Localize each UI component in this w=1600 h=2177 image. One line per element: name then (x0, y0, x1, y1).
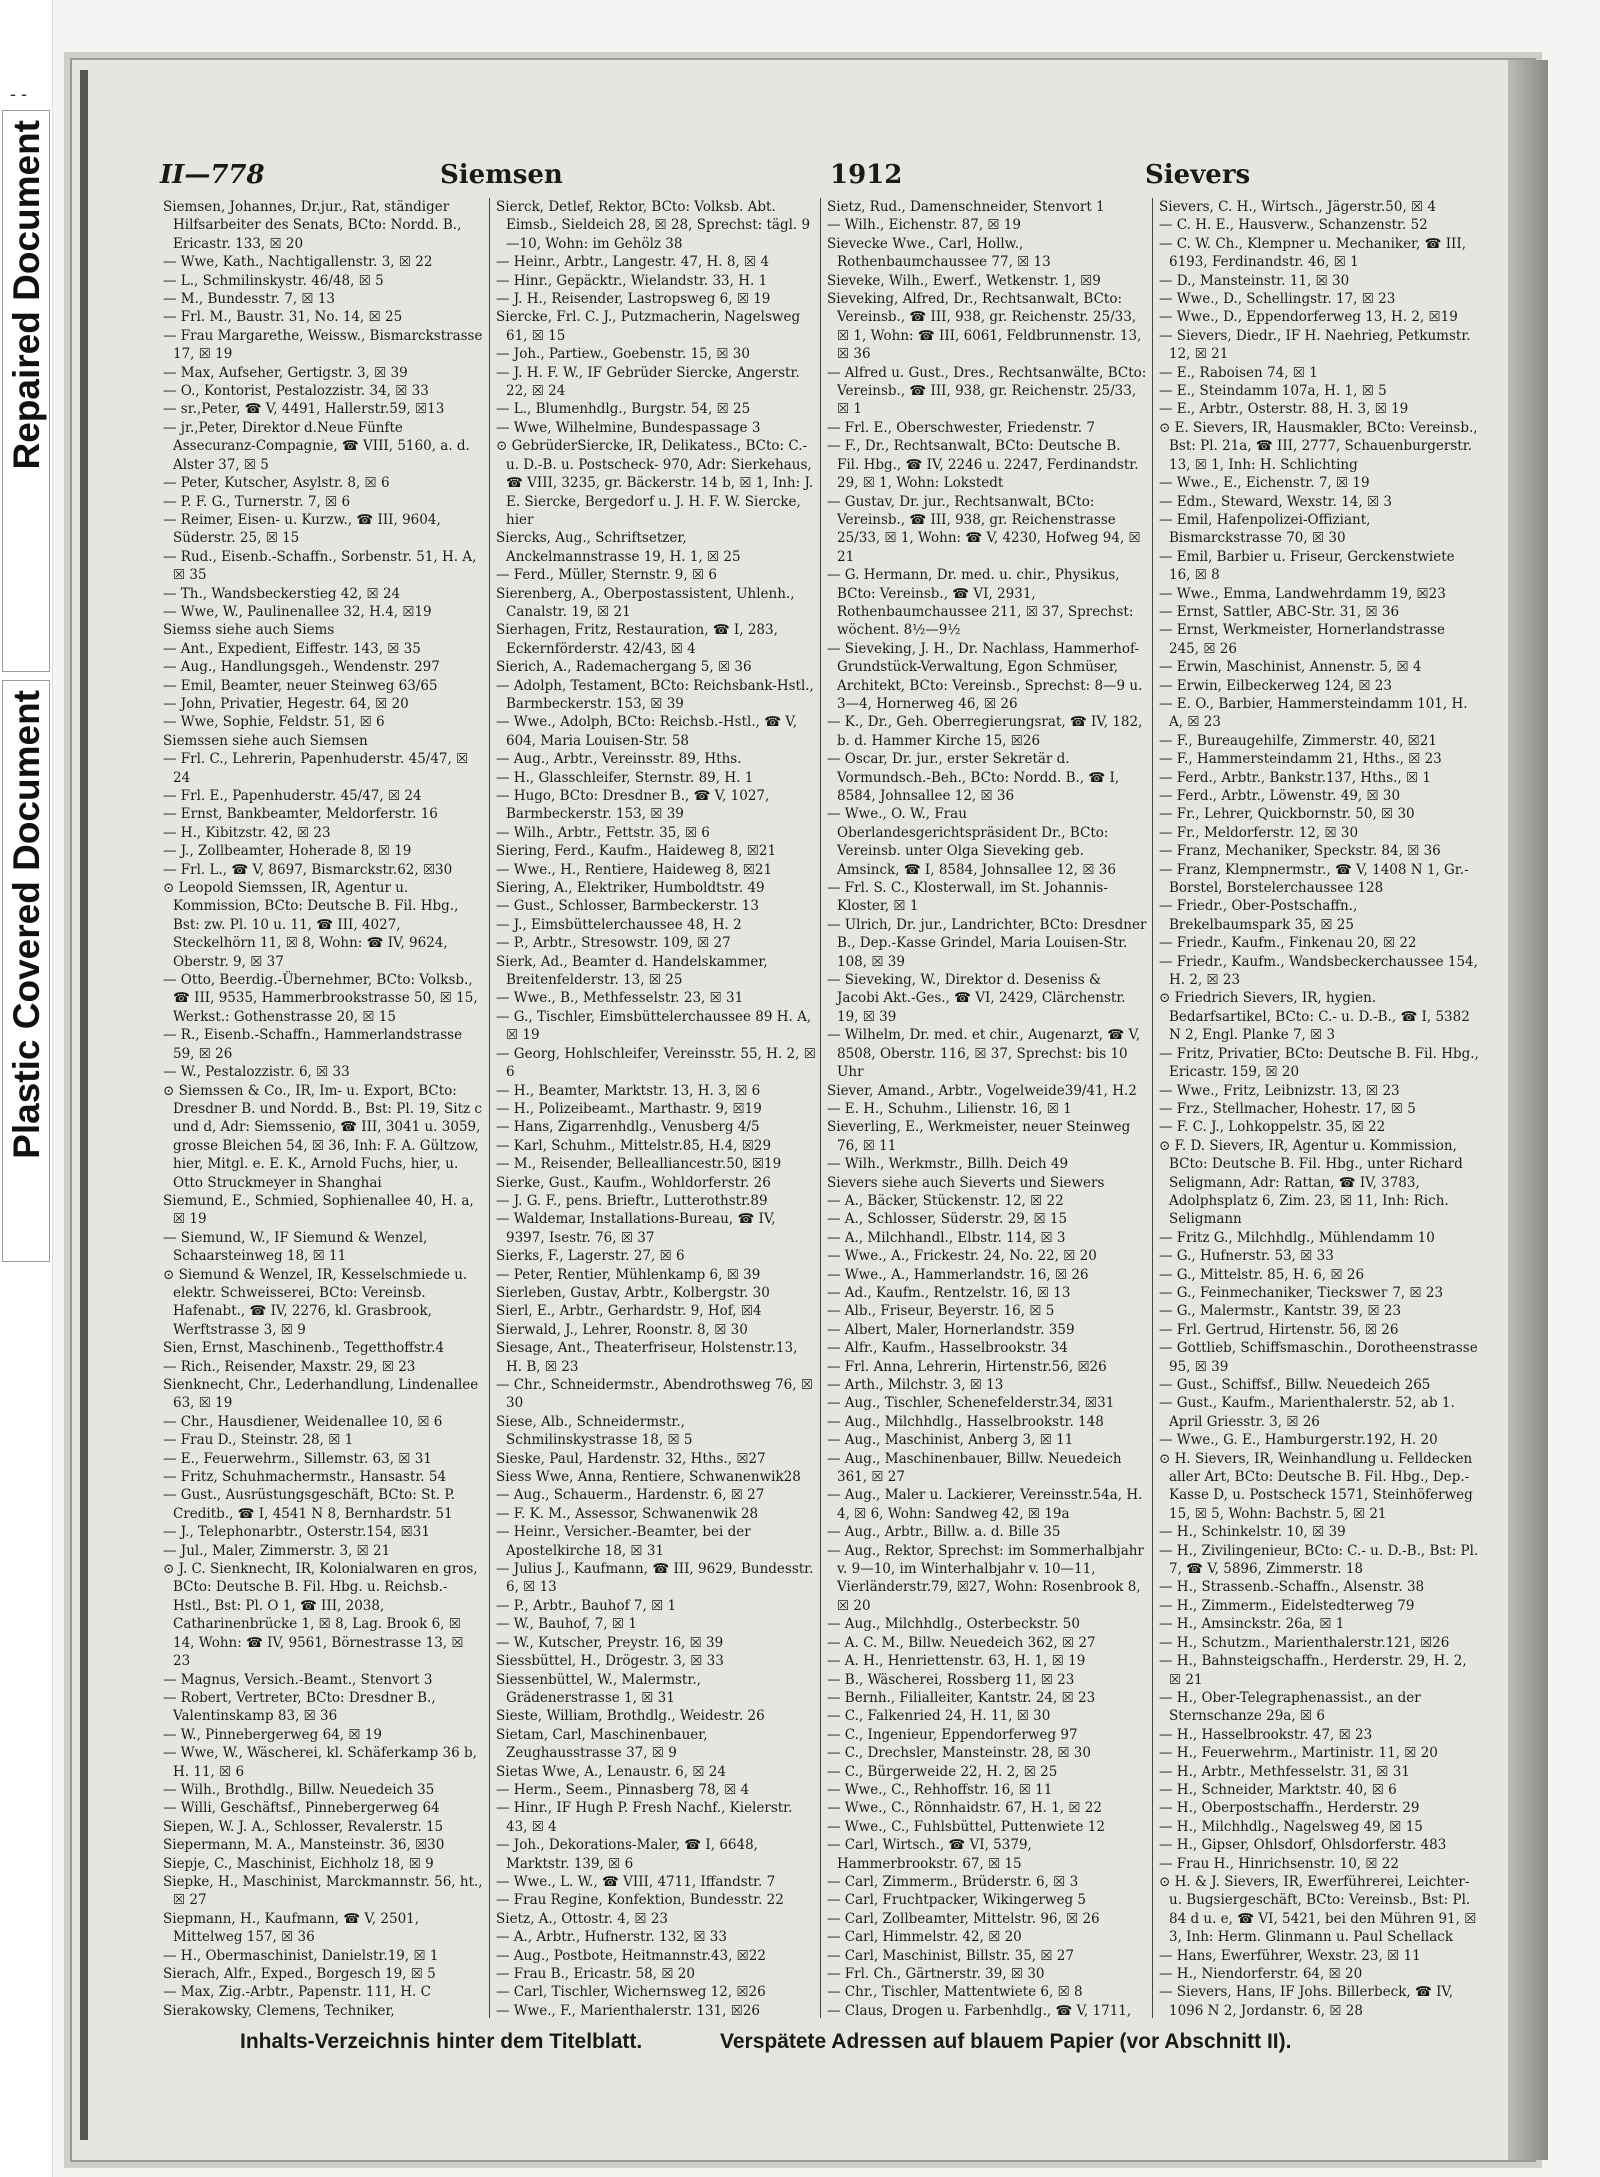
directory-entry: Siever, Amand., Arbtr., Vogelweide39/41, H.2 (827, 1082, 1137, 1099)
directory-entry: — Wwe., F., Marienthalerstr. 131, ☒26 (496, 2002, 761, 2018)
directory-entry: — Rud., Eisenb.-Schaffn., Sorbenstr. 51, H. A, ☒ 35 (163, 548, 477, 584)
directory-entry: — H., Kibitzstr. 42, ☒ 23 (163, 824, 331, 841)
directory-entry: — Aug., Handlungsgeh., Wendenstr. 297 (163, 659, 440, 676)
header-first-name: Siemsen (440, 160, 563, 190)
directory-entry: — D., Mansteinstr. 11, ☒ 30 (1159, 272, 1350, 289)
directory-entry: — H., Niendorferstr. 64, ☒ 20 (1159, 1966, 1363, 1982)
directory-entry: — H., Gipser, Ohlsdorf, Ohlsdorferstr. 483 (1159, 1837, 1447, 1854)
directory-entry: — H., Schneider, Marktstr. 40, ☒ 6 (1159, 1781, 1397, 1798)
column-rule (489, 198, 490, 2018)
directory-entry: Siemund, E., Schmied, Sophienallee 40, H. a, ☒ 19 (163, 1192, 474, 1228)
directory-entry: Sieske, Paul, Hardenstr. 32, Hths., ☒27 (496, 1450, 766, 1467)
directory-entry: — Frl. C., Lehrerin, Papenhuderstr. 45/47, ☒ 24 (163, 751, 469, 786)
directory-entry: — Carl, Zimmerm., Brüderstr. 6, ☒ 3 (827, 1873, 1079, 1890)
directory-entry: — Emil, Hafenpolizei-Offiziant, Bismarckstrasse 70, ☒ 30 (1159, 511, 1371, 547)
directory-entry: Siemsen, Johannes, Dr.jur., Rat, ständiger Hilfsarbeiter des Senats, BCto: Nordd. B., Ericastr. 133, ☒ 20 (163, 199, 462, 252)
directory-entry: — C. W. Ch., Klempner u. Mechaniker, ☎ III, 6193, Ferdinandstr. 46, ☒ 1 (1159, 235, 1467, 271)
directory-entry: — F. C. J., Lohkoppelstr. 35, ☒ 22 (1159, 1119, 1386, 1136)
directory-entry: — L., Schmilinskystr. 46/48, ☒ 5 (163, 272, 384, 289)
directory-column-1 (163, 198, 483, 2018)
directory-entry: — M., Reisender, Bellealliancestr.50, ☒19 (496, 1156, 782, 1173)
directory-entry: — Heinr., Versicher.-Beamter, bei der Apostelkirche 18, ☒ 31 (496, 1524, 751, 1559)
directory-entry: — G., Feinmechaniker, Tieckswег 7, ☒ 23 (1159, 1284, 1444, 1301)
directory-entry: — Alb., Friseur, Beyerstr. 16, ☒ 5 (827, 1303, 1055, 1320)
directory-entry: Sieste, William, Brothdlg., Weidestr. 26 (496, 1708, 765, 1725)
directory-entry: — Ernst, Werkmeister, Hornerlandstrasse 245, ☒ 26 (1159, 622, 1446, 657)
directory-entry: — H., Bahnsteigschaffn., Herderstr. 29, H. 2, ☒ 21 (1159, 1653, 1467, 1688)
directory-entry: — Alfr., Kaufm., Hasselbrookstr. 34 (827, 1340, 1068, 1357)
directory-entry: — Fritz G., Milchhdlg., Mühlendamm 10 (1159, 1229, 1435, 1246)
directory-entry: Siepermann, M. A., Mansteinstr. 36, ☒30 (163, 1837, 445, 1854)
directory-entry: Sierhagen, Fritz, Restauration, ☎ I, 283, Eckernförderstr. 42/43, ☒ 4 (496, 622, 778, 657)
directory-entry: — Gottlieb, Schiffsmaschin., Dorotheenstrasse 95, ☒ 39 (1159, 1340, 1478, 1375)
directory-entry: Siess Wwe, Anna, Rentiere, Schwanenwik28 (496, 1469, 801, 1486)
directory-entry: — Ernst, Bankbeamter, Meldorferstr. 16 (163, 806, 438, 823)
directory-entry: Siepje, C., Maschinist, Eichholz 18, ☒ 9 (163, 1855, 434, 1872)
directory-entry: — John, Privatier, Hegestr. 64, ☒ 20 (163, 695, 409, 712)
directory-entry: — Frau H., Hinrichsenstr. 10, ☒ 22 (1159, 1855, 1399, 1872)
directory-entry: — Aug., Maschinenbauer, Billw. Neuedeich 361, ☒ 27 (827, 1450, 1122, 1486)
footer-index-note: Inhalts-Verzeichnis hinter dem Titelblatt. (240, 2030, 643, 2053)
directory-entry: — Gust., Schiffsf., Billw. Neuedeich 265 (1159, 1377, 1431, 1393)
directory-entry: Siepmann, H., Kaufmann, ☎ V, 2501, Mittelweg 157, ☒ 36 (163, 1910, 420, 1946)
header-year: 1912 (830, 160, 903, 190)
directory-entry: — Wwe., E., Eichenstr. 7, ☒ 19 (1159, 475, 1370, 492)
directory-entry: ⊙ H. & J. Sievers, IR, Ewerführerei, Leichter- u. Bugsiergeschäft, BCto: Vereinsb., Bst: Pl. 84 d u. e, ☎ VI, 5421, bei den Mühren 91, ☒ 3, Inh: Herm. Glinmann u. Paul Schellack (1159, 1873, 1477, 1946)
directory-entry: — H., Strassenb.-Schaffn., Alsenstr. 38 (1159, 1579, 1425, 1596)
page-header (90, 160, 1490, 200)
directory-entry: Sierck, Detlef, Rektor, BCto: Volksb. Abt. Eimsb., Sieldeich 28, ☒ 28, Sprechst: tägl. 9—10, Wohn: im Gehölz 38 (496, 199, 811, 252)
directory-entry: Siepen, W. J. A., Schlosser, Revalerstr. 15 (163, 1818, 444, 1835)
directory-entry: — Max, Aufseher, Gertigstr. 3, ☒ 39 (163, 364, 408, 381)
directory-entry: — Wwe, Kath., Nachtigallenstr. 3, ☒ 22 (163, 254, 433, 271)
directory-entry: — Gust., Kaufm., Marienthalerstr. 52, ab 1. April Griesstr. 3, ☒ 26 (1159, 1395, 1455, 1430)
directory-entry: — Hans, Zigarrenhdlg., Venusberg 4/5 (496, 1119, 760, 1136)
directory-entry: — W., Pinnebergerweg 64, ☒ 19 (163, 1726, 382, 1743)
directory-entry: — Frau Margarethe, Weissw., Bismarckstrasse 17, ☒ 19 (163, 327, 483, 363)
directory-entry: ⊙ J. C. Sienknecht, IR, Kolonialwaren en gros, BCto: Deutsche B. Fil. Hbg. u. Reichsb.-Hstl., Bst: Pl. O 1, ☎ III, 2038, Catharinenbrücke 1, ☒ 8, Lag. Brook 6, ☒ 14, Wohn: ☎ IV, 9561, Börnestrasse 13, ☒ 23 (163, 1561, 478, 1670)
directory-entry: — Hinr., Gepäcktr., Wielandstr. 33, H. 1 (496, 272, 768, 289)
directory-entry: — P., Arbtr., Bauhof 7, ☒ 1 (496, 1597, 677, 1614)
directory-entry: — Otto, Beerdig.-Übernehmer, BCto: Volksb., ☎ III, 9535, Hammerbrookstrasse 50, ☒ 15, Werkst.: Gothenstrasse 20, ☒ 15 (163, 972, 478, 1025)
directory-entry: — Claus, Drogen u. Farbenhdlg., ☎ V, 1711, (827, 2002, 1132, 2018)
directory-entry: — C., Ingenieur, Eppendorferweg 97 (827, 1726, 1078, 1743)
directory-entry: Siessbüttel, H., Drögestr. 3, ☒ 33 (496, 1653, 724, 1670)
directory-entry: — Aug., Arbtr., Billw. a. d. Bille 35 (827, 1524, 1061, 1541)
directory-entry: ⊙ Siemssen & Co., IR, Im- u. Export, BCto: Dresdner B. und Nordd. B., Bst: Pl. 19, Sitz c und d, Adr: Siemssenio, ☎ III, 3041 u. 3059, grosse Bleichen 54, ☒ 36, Inh: F. A. Gültzow, hier, Mitgl. e. E. K., Arnold Fuchs, hier, u. Otto Struckmeyer in Shanghai (163, 1082, 482, 1191)
directory-entry: — Arth., Milchstr. 3, ☒ 13 (827, 1377, 1004, 1393)
directory-entry: — E., Raboisen 74, ☒ 1 (1159, 364, 1318, 381)
directory-entry: — Alfred u. Gust., Dres., Rechtsanwälte, BCto: Vereinsb., ☎ III, 938, gr. Reichenstr. 25/33, ☒ 1 (827, 364, 1147, 418)
directory-entry: — P. F. G., Turnerstr. 7, ☒ 6 (163, 493, 351, 510)
directory-entry: — W., Pestalozzistr. 6, ☒ 33 (163, 1064, 350, 1081)
directory-entry: — Erwin, Maschinist, Annenstr. 5, ☒ 4 (1159, 659, 1422, 676)
directory-entry: — Wwe., C., Rehhoffstr. 16, ☒ 11 (827, 1781, 1053, 1798)
directory-entry: — M., Bundesstr. 7, ☒ 13 (163, 291, 336, 308)
directory-column-3 (827, 198, 1147, 2018)
directory-entry: — Magnus, Versich.-Beamt., Stenvort 3 (163, 1671, 433, 1688)
directory-entry: — Frau Regine, Konfektion, Bundesstr. 22 (496, 1892, 784, 1909)
directory-entry: — Aug., Schauerm., Hardenstr. 6, ☒ 27 (496, 1487, 765, 1504)
directory-entry: — Aug., Arbtr., Vereinsstr. 89, Hths. (496, 751, 742, 768)
directory-entry: — sr.,Peter, ☎ V, 4491, Hallerstr.59, ☒13 (163, 401, 445, 418)
directory-entry: — Wwe., A., Frickestr. 24, No. 22, ☒ 20 (827, 1248, 1097, 1265)
directory-entry: — Franz, Klempnermstr., ☎ V, 1408 N 1, Gr.-Borstel, Borstelerchaussee 128 (1159, 861, 1469, 897)
directory-entry: — Chr., Tischler, Mattentwiete 6, ☒ 8 (827, 1984, 1083, 2001)
directory-entry: — Wilh., Arbtr., Fettstr. 35, ☒ 6 (496, 824, 710, 841)
directory-entry: — Reimer, Eisen- u. Kurzw., ☎ III, 9604, Süderstr. 25, ☒ 15 (163, 511, 441, 547)
page-number: II—778 (160, 160, 265, 190)
directory-entry: Siering, A., Elektriker, Humboldtstr. 49 (496, 880, 765, 897)
directory-entry: — H., Ober-Telegraphenassist., an der Sternschanze 29a, ☒ 6 (1159, 1689, 1421, 1725)
directory-entry: — G., Hufnerstr. 53, ☒ 33 (1159, 1248, 1334, 1265)
directory-entry: — H., Glasschleifer, Sternstr. 89, H. 1 (496, 769, 754, 786)
directory-entry: — L., Blumenhdlg., Burgstr. 54, ☒ 25 (496, 401, 751, 418)
directory-entry: — Wwe, Sophie, Feldstr. 51, ☒ 6 (163, 714, 385, 731)
directory-entry: — A., Bäcker, Stückenstr. 12, ☒ 22 (827, 1192, 1064, 1209)
directory-entry: — C., Bürgerweide 22, H. 2, ☒ 25 (827, 1763, 1058, 1780)
directory-entry: — Peter, Kutscher, Asylstr. 8, ☒ 6 (163, 475, 390, 492)
directory-entry: Sievers siehe auch Sieverts und Siewers (827, 1174, 1105, 1191)
directory-entry: — Adolph, Testament, BCto: Reichsbank-Hstl., Barmbeckerstr. 153, ☒ 39 (496, 677, 814, 712)
directory-entry: — Sieveking, W., Direktor d. Deseniss & Jacobi Akt.-Ges., ☎ VI, 2429, Clärchenstr. 19, ☒ 39 (827, 972, 1126, 1025)
directory-entry: — H., Polizeibeamt., Marthastr. 9, ☒19 (496, 1100, 762, 1117)
directory-entry: — Ulrich, Dr. jur., Landrichter, BCto: Dresdner B., Dep.-Kasse Grindel, Maria Louisen-Str. 108, ☒ 39 (827, 916, 1147, 970)
directory-entry: — Herm., Seem., Pinnasberg 78, ☒ 4 (496, 1781, 750, 1798)
directory-entry: — Fr., Lehrer, Quickbornstr. 50, ☒ 30 (1159, 806, 1415, 823)
directory-entry: — Wwe., D., Eppendorferweg 13, H. 2, ☒19 (1159, 309, 1458, 326)
directory-entry: Siesage, Ant., Theaterfriseur, Holstenstr.13, H. B, ☒ 23 (496, 1340, 798, 1375)
directory-entry: Sierich, A., Rademachergang 5, ☒ 36 (496, 659, 752, 676)
directory-entry: Sierakowsky, Clemens, Techniker, (163, 2002, 395, 2018)
directory-entry: — Frl. E., Papenhuderstr. 45/47, ☒ 24 (163, 788, 422, 804)
directory-column-2 (496, 198, 816, 2018)
directory-entry: — Aug., Maschinist, Anberg 3, ☒ 11 (827, 1432, 1074, 1449)
directory-entry: — A., Schlosser, Süderstr. 29, ☒ 15 (827, 1211, 1068, 1228)
directory-entry: — A. H., Henriettenstr. 63, H. 1, ☒ 19 (827, 1653, 1086, 1670)
directory-entry: — Wwe., H., Rentiere, Haideweg 8, ☒21 (496, 861, 773, 878)
directory-entry: — Frz., Stellmacher, Hohestr. 17, ☒ 5 (1159, 1100, 1416, 1117)
directory-entry: Siepke, H., Maschinist, Marckmannstr. 56, ht., ☒ 27 (163, 1873, 483, 1909)
directory-entry: — H., Zimmerm., Eidelstedterweg 79 (1159, 1597, 1415, 1614)
directory-entry: — Frau D., Steinstr. 28, ☒ 1 (163, 1432, 354, 1449)
directory-entry: — Wwe., A., Hammerlandstr. 16, ☒ 26 (827, 1266, 1089, 1283)
directory-entry: — Wwe., D., Schellingstr. 17, ☒ 23 (1159, 291, 1396, 308)
directory-entry: — H., Feuerwehrm., Martinistr. 11, ☒ 20 (1159, 1745, 1438, 1762)
directory-entry: — G., Malermstr., Kantstr. 39, ☒ 23 (1159, 1303, 1402, 1320)
directory-entry: — J., Telephonarbtr., Osterstr.154, ☒31 (163, 1524, 430, 1541)
directory-entry: — P., Arbtr., Stresowstr. 109, ☒ 27 (496, 935, 731, 952)
directory-entry: — J., Eimsbüttelerchaussee 48, H. 2 (496, 916, 742, 933)
directory-entry: — Wwe, W., Paulinenallee 32, H.4, ☒19 (163, 603, 432, 620)
directory-entry: — Wwe., G. E., Hamburgerstr.192, H. 20 (1159, 1432, 1438, 1449)
directory-entry: Siemss siehe auch Siems (163, 622, 335, 639)
directory-entry: — Hugo, BCto: Dresdner B., ☎ V, 1027, Barmbeckerstr. 153, ☒ 39 (496, 788, 770, 823)
directory-entry: ⊙ E. Sievers, IR, Hausmakler, BCto: Vereinsb., Bst: Pl. 21a, ☎ III, 2777, Schauenburgerstr. 13, ☒ 1, Inh: H. Schlichting (1159, 419, 1478, 473)
directory-entry: — H., Beamter, Marktstr. 13, H. 3, ☒ 6 (496, 1082, 761, 1099)
directory-entry: — F., Bureaugehilfe, Zimmerstr. 40, ☒21 (1159, 732, 1437, 749)
directory-entry: — Sievers, Diedr., IF H. Naehrieg, Petkumstr. 12, ☒ 21 (1159, 327, 1471, 363)
directory-entry: — Frau B., Ericastr. 58, ☒ 20 (496, 1966, 695, 1982)
directory-entry: — J. H., Reisender, Lastropsweg 6, ☒ 19 (496, 291, 771, 308)
directory-entry: ⊙ F. D. Sievers, IR, Agentur u. Kommission, BCto: Deutsche B. Fil. Hbg., unter Richard Seligmann, Adr: Rattan, ☎ IV, 3783, Adolphsplatz 6, Zim. 23, ☒ 11, Inh: Rich. Seligmann (1159, 1137, 1463, 1228)
directory-entry: — Frl. Gertrud, Hirtenstr. 56, ☒ 26 (1159, 1321, 1399, 1338)
directory-entry: — Carl, Wirtsch., ☎ VI, 5379, Hammerbrookstr. 67, ☒ 15 (827, 1837, 1032, 1872)
directory-entry: Siese, Alb., Schneidermstr., Schmilinskystrasse 18, ☒ 5 (496, 1413, 693, 1449)
directory-entry: — Ferd., Arbtr., Bankstr.137, Hths., ☒ 1 (1159, 769, 1431, 786)
directory-entry: — Rich., Reisender, Maxstr. 29, ☒ 23 (163, 1358, 416, 1375)
directory-entry: — Willi, Geschäftsf., Pinnebergerweg 64 (163, 1800, 440, 1817)
directory-entry: ⊙ Siemund & Wenzel, IR, Kesselschmiede u. elektr. Schweisserei, BCto: Vereinsb. Hafenabt., ☎ IV, 2276, kl. Grasbrook, Werftstrasse 3, ☒ 9 (163, 1266, 468, 1338)
directory-entry: — Sieveking, J. H., Dr. Nachlass, Hammerhof-Grundstück-Verwaltung, Egon Schmüser, Architekt, BCto: Vereinsb., Sprechst: 8—9 u. 3—4, Hornerweg 46, ☒ 26 (827, 640, 1143, 712)
directory-entry: — Wilh., Eichenstr. 87, ☒ 19 (827, 217, 1021, 234)
directory-entry: Sietam, Carl, Maschinenbauer, Zeughausstrasse 37, ☒ 9 (496, 1726, 708, 1762)
directory-entry: — Frl. E., Oberschwester, Friedenstr. 7 (827, 419, 1095, 436)
directory-entry: — Erwin, Eilbeckerweg 124, ☒ 23 (1159, 677, 1392, 694)
directory-entry: — W., Bauhof, 7, ☒ 1 (496, 1616, 637, 1633)
directory-entry: — Wwe., C., Rönnhaidstr. 67, H. 1, ☒ 22 (827, 1800, 1102, 1817)
directory-entry: — Fritz, Privatier, BCto: Deutsche B. Fil. Hbg., Ericastr. 159, ☒ 20 (1159, 1045, 1479, 1081)
directory-entry: ⊙ Leopold Siemssen, IR, Agentur u. Kommission, BCto: Deutsche B. Fil. Hbg., Bst: zw. Pl. 10 u. 11, ☎ III, 4027, Steckelhörn 11, ☒ 8, Wohn: ☎ IV, 9624, Oberstr. 9, ☒ 37 (163, 880, 459, 970)
directory-entry: — Wwe., L. W., ☎ VIII, 4711, Iffandstr. 7 (496, 1873, 776, 1890)
binding-edge (80, 70, 88, 2140)
directory-entry: — E. H., Schuhm., Lilienstr. 16, ☒ 1 (827, 1100, 1072, 1117)
directory-entry: — Siemund, W., IF Siemund & Wenzel, Schaarsteinweg 18, ☒ 11 (163, 1229, 428, 1265)
directory-entry: — J. H. F. W., IF Gebrüder Siercke, Angerstr. 22, ☒ 24 (496, 364, 800, 400)
directory-entry: — F., Hammersteindamm 21, Hths., ☒ 23 (1159, 751, 1442, 768)
directory-entry: — Friedr., Kaufm., Wandsbeckerchaussee 154, H. 2, ☒ 23 (1159, 953, 1478, 989)
directory-entry: Sierks, F., Lagerstr. 27, ☒ 6 (496, 1248, 685, 1265)
directory-entry: — E. O., Barbier, Hammersteindamm 101, H. A, ☒ 23 (1159, 695, 1468, 731)
directory-entry: — Chr., Hausdiener, Weidenallee 10, ☒ 6 (163, 1413, 443, 1430)
directory-entry: — Aug., Postbote, Heitmannstr.43, ☒22 (496, 1947, 766, 1964)
directory-entry: — G., Mittelstr. 85, H. 6, ☒ 26 (1159, 1266, 1365, 1283)
directory-entry: — A., Arbtr., Hufnerstr. 132, ☒ 33 (496, 1929, 727, 1946)
directory-entry: ⊙ Friedrich Sievers, IR, hygien. Bedarfsartikel, BCto: C.- u. D.-B., ☎ I, 5382 N 2, Engl. Planke 7, ☒ 3 (1159, 990, 1470, 1044)
directory-entry: — Friedr., Kaufm., Finkenau 20, ☒ 22 (1159, 935, 1417, 952)
directory-entry: — R., Eisenb.-Schaffn., Hammerlandstrasse 59, ☒ 26 (163, 1027, 463, 1062)
directory-entry: — Heinr., Arbtr., Langestr. 47, H. 8, ☒ 4 (496, 254, 770, 271)
directory-entry: — Aug., Milchhdlg., Osterbeckstr. 50 (827, 1616, 1080, 1633)
directory-entry: — Emil, Barbier u. Friseur, Gerckenstwiete 16, ☒ 8 (1159, 548, 1455, 584)
directory-entry: — B., Wäscherei, Rossberg 11, ☒ 23 (827, 1671, 1075, 1688)
footer-late-addresses-note: Verspätete Adressen auf blauem Papier (vor Abschnitt II). (720, 2030, 1292, 2053)
directory-entry: — Jul., Maler, Zimmerstr. 3, ☒ 21 (163, 1542, 391, 1559)
directory-entry: — Ernst, Sattler, ABC-Str. 31, ☒ 36 (1159, 603, 1400, 620)
directory-entry: Sievecke Wwe., Carl, Hollw., Rothenbaumchaussee 77, ☒ 13 (827, 235, 1051, 271)
directory-entry: Sietz, Rud., Damenschneider, Stenvort 1 (827, 199, 1105, 215)
directory-entry: — Joh., Dekorations-Maler, ☎ I, 6648, Marktstr. 139, ☒ 6 (496, 1837, 758, 1872)
directory-entry: — Julius J., Kaufmann, ☎ III, 9629, Bundesstr. 6, ☒ 13 (496, 1561, 814, 1596)
directory-entry: — Wwe., Adolph, BCto: Reichsb.-Hstl., ☎ V, 604, Maria Louisen-Str. 58 (496, 714, 797, 749)
directory-entry: — Albert, Maler, Hornerlandstr. 359 (827, 1321, 1075, 1338)
directory-entry: Sierenberg, A., Oberpostassistent, Uhlenh., Canalstr. 19, ☒ 21 (496, 585, 795, 620)
directory-entry: — Carl, Tischler, Wichernsweg 12, ☒26 (496, 1984, 766, 2001)
directory-entry: Siercks, Aug., Schriftsetzer, Anckelmannstrasse 19, H. 1, ☒ 25 (496, 530, 741, 565)
directory-entry: — Fritz, Schuhmachermstr., Hansastr. 54 (163, 1469, 447, 1486)
directory-entry: Siessenbüttel, W., Malermstr., Grädenerstrasse 1, ☒ 31 (496, 1671, 701, 1706)
directory-entry: — H., Hasselbrookstr. 47, ☒ 23 (1159, 1726, 1373, 1743)
directory-entry: — W., Kutscher, Preystr. 16, ☒ 39 (496, 1634, 724, 1651)
directory-entry: — H., Amsinckstr. 26a, ☒ 1 (1159, 1616, 1345, 1633)
directory-entry: — J., Zollbeamter, Hoherade 8, ☒ 19 (163, 843, 412, 860)
directory-entry: — G., Tischler, Eimsbüttelerchaussee 89 H. A, ☒ 19 (496, 1008, 812, 1044)
directory-entry: — Aug., Rektor, Sprechst: im Sommerhalbjahr v. 9—10, im Winterhalbjahr v. 10—11, Vierländerstr.79, ☒27, Wohn: Rosenbrook 8, ☒ 20 (827, 1542, 1144, 1614)
directory-entry: — Frl. M., Baustr. 31, No. 14, ☒ 25 (163, 309, 403, 326)
directory-entry: — A. C. M., Billw. Neuedeich 362, ☒ 27 (827, 1634, 1096, 1651)
directory-entry: — Ant., Expedient, Eiffestr. 143, ☒ 35 (163, 640, 421, 657)
directory-column-4 (1159, 198, 1479, 2018)
directory-entry: — Wilhelm, Dr. med. et chir., Augenarzt, ☎ V, 8508, Oberstr. 116, ☒ 37, Sprechst: bis 10 Uhr (827, 1027, 1141, 1081)
directory-entry: — Frl. L., ☎ V, 8697, Bismarckstr.62, ☒30 (163, 861, 453, 878)
directory-entry: Sierleben, Gustav, Arbtr., Kolbergstr. 30 (496, 1284, 770, 1301)
directory-entry: Sienknecht, Chr., Lederhandlung, Lindenallee 63, ☒ 19 (163, 1377, 479, 1412)
directory-entry: — G. Hermann, Dr. med. u. chir., Physikus, BCto: Vereinsb., ☎ VI, 2931, Rothenbaumchaussee 211, ☒ 37, Sprechst: wöchent. 8½—9½ (827, 567, 1134, 639)
directory-entry: — Wwe., O. W., Frau Oberlandesgerichtspräsident Dr., BCto: Vereinsb. unter Olga Sieveking geb. Amsinck, ☎ I, 8584, Johnsallee 12, ☒ 36 (827, 806, 1116, 878)
directory-entry: — Wwe., Fritz, Leibnizstr. 13, ☒ 23 (1159, 1082, 1400, 1099)
repaired-document-label: Repaired Document (6, 120, 47, 470)
directory-entry: Sierach, Alfr., Exped., Borgesch 19, ☒ 5 (163, 1966, 436, 1982)
directory-entry: — Chr., Schneidermstr., Abendrothsweg 76, ☒ 30 (496, 1377, 813, 1412)
directory-entry: — Hinr., IF Hugh P. Fresh Nachf., Kielerstr. 43, ☒ 4 (496, 1800, 793, 1835)
directory-entry: — H., Milchhdlg., Nagelsweg 49, ☒ 15 (1159, 1818, 1423, 1835)
directory-entry: — Aug., Tischler, Schenefelderstr.34, ☒31 (827, 1395, 1115, 1412)
directory-entry: Sierwald, J., Lehrer, Roonstr. 8, ☒ 30 (496, 1321, 748, 1338)
directory-entry: — K., Dr., Geh. Oberregierungsrat, ☎ IV, 182, b. d. Hammer Kirche 15, ☒26 (827, 714, 1143, 749)
directory-entry: — Carl, Fruchtpacker, Wikingerweg 5 (827, 1892, 1086, 1909)
directory-entry: — jr.,Peter, Direktor d.Neue Fünfte Assecuranz-Compagnie, ☎ VIII, 5160, a. d. Alster 37, ☒ 5 (163, 419, 470, 473)
directory-entry: — A., Milchhandl., Elbstr. 114, ☒ 3 (827, 1229, 1066, 1246)
directory-entry: — H., Oberpostschaffn., Herderstr. 29 (1159, 1800, 1420, 1817)
directory-entry: — C. H. E., Hausverw., Schanzenstr. 52 (1159, 217, 1428, 234)
archive-side-strip (0, 0, 53, 2177)
directory-entry: — Wilh., Werkmstr., Billh. Deich 49 (827, 1156, 1069, 1173)
page-right-edge (1508, 60, 1548, 2160)
directory-entry: — Peter, Rentier, Mühlenkamp 6, ☒ 39 (496, 1266, 761, 1283)
directory-entry: ⊙ H. Sievers, IR, Weinhandlung u. Felldecken aller Art, BCto: Deutsche B. Fil. Hbg., Dep.-Kasse D, u. Postscheck 1571, Steinhöferweg 15, ☒ 5, Wohn: Bachstr. 5, ☒ 21 (1159, 1450, 1473, 1522)
directory-entry: — Carl, Zollbeamter, Mittelstr. 96, ☒ 26 (827, 1910, 1100, 1927)
directory-entry: — H., Arbtr., Methfesselstr. 31, ☒ 31 (1159, 1763, 1410, 1780)
directory-entry: Siemssen siehe auch Siemsen (163, 732, 368, 749)
directory-entry: — Wwe, W., Wäscherei, kl. Schäferkamp 36 b, H. 11, ☒ 6 (163, 1745, 477, 1780)
directory-entry: — Wilh., Brothdlg., Billw. Neuedeich 35 (163, 1781, 435, 1798)
directory-entry: — Edm., Steward, Wexstr. 14, ☒ 3 (1159, 493, 1392, 510)
directory-entry: — Georg, Hohlschleifer, Vereinsstr. 55, H. 2, ☒ 6 (496, 1045, 816, 1081)
directory-entry: — Frl. Ch., Gärtnerstr. 39, ☒ 30 (827, 1966, 1045, 1982)
directory-entry: — Sievers, Hans, IF Johs. Billerbeck, ☎ IV, 1096 N 2, Jordanstr. 6, ☒ 28 (1159, 1984, 1454, 2018)
directory-entry: — Karl, Schuhm., Mittelstr.85, H.4, ☒29 (496, 1137, 772, 1154)
directory-entry: — O., Kontorist, Pestalozzistr. 34, ☒ 33 (163, 383, 429, 400)
directory-entry: — Ad., Kaufm., Rentzelstr. 16, ☒ 13 (827, 1284, 1071, 1301)
column-rule (820, 198, 821, 2018)
directory-entry: — J. G. F., pens. Brieftr., Lutterothstr.89 (496, 1192, 768, 1209)
directory-entry: — F., Dr., Rechtsanwalt, BCto: Deutsche B. Fil. Hbg., ☎ IV, 2246 u. 2247, Ferdinandstr. 29, ☒ 1, Wohn: Lokstedt (827, 438, 1139, 492)
directory-entry: — E., Feuerwehrm., Sillemstr. 63, ☒ 31 (163, 1450, 432, 1467)
directory-entry: — Th., Wandsbeckerstieg 42, ☒ 24 (163, 585, 401, 602)
directory-entry: — Waldemar, Installations-Bureau, ☎ IV, 9397, Isestr. 76, ☒ 37 (496, 1211, 776, 1246)
directory-entry: — Robert, Vertreter, BCto: Dresdner B., Valentinskamp 83, ☒ 36 (163, 1689, 436, 1725)
directory-entry: Sien, Ernst, Maschinenb., Tegetthoffstr.4 (163, 1340, 445, 1357)
directory-entry: — H., Schinkelstr. 10, ☒ 39 (1159, 1524, 1346, 1541)
directory-entry: Sietz, A., Ottostr. 4, ☒ 23 (496, 1910, 668, 1927)
directory-entry: Siering, Ferd., Kaufm., Haideweg 8, ☒21 (496, 843, 777, 860)
directory-entry: — E., Steindamm 107a, H. 1, ☒ 5 (1159, 383, 1387, 400)
directory-entry: — Aug., Maler u. Lackierer, Vereinsstr.54a, H. 4, ☒ 6, Wohn: Sandweg 42, ☒ 19a (827, 1487, 1143, 1522)
directory-entry: — Friedr., Ober-Postschaffn., Brekelbaumspark 35, ☒ 25 (1159, 898, 1358, 933)
directory-entry: — Ferd., Arbtr., Löwenstr. 49, ☒ 30 (1159, 788, 1401, 804)
directory-entry: — Carl, Maschinist, Billstr. 35, ☒ 27 (827, 1947, 1074, 1964)
directory-entry: — Oscar, Dr. jur., erster Sekretär d. Vormundsch.-Beh., BCto: Nordd. B., ☎ I, 8584, Johnsallee 12, ☒ 36 (827, 751, 1120, 804)
directory-entry: — Gust., Schlosser, Barmbeckerstr. 13 (496, 898, 759, 915)
directory-entry: Sievers, C. H., Wirtsch., Jägerstr.50, ☒ 4 (1159, 199, 1437, 215)
plastic-covered-label: Plastic Covered Document (6, 690, 47, 1159)
directory-entry: — H., Schutzm., Marienthalerstr.121, ☒26 (1159, 1634, 1450, 1651)
directory-entry: — Carl, Himmelstr. 42, ☒ 20 (827, 1929, 1022, 1946)
directory-entry: — Emil, Beamter, neuer Steinweg 63/65 (163, 677, 438, 694)
directory-entry: Sierl, E., Arbtr., Gerhardstr. 9, Hof, ☒4 (496, 1303, 762, 1320)
directory-entry: — Frl. S. C., Klosterwall, im St. Johannis-Kloster, ☒ 1 (827, 880, 1108, 915)
directory-entry: — Wwe, Wilhelmine, Bundespassage 3 (496, 419, 761, 436)
directory-entry: Sieverling, E., Werkmeister, neuer Steinweg 76, ☒ 11 (827, 1119, 1131, 1154)
column-rule (1152, 198, 1153, 2018)
directory-entry: — F. K. M., Assessor, Schwanenwik 28 (496, 1505, 759, 1522)
directory-entry: Sietas Wwe, A., Lenaustr. 6, ☒ 24 (496, 1763, 726, 1780)
strip-dash: - - (10, 84, 27, 104)
directory-entry: — Bernh., Filialleiter, Kantstr. 24, ☒ 23 (827, 1689, 1096, 1706)
directory-entry: — Ferd., Müller, Sternstr. 9, ☒ 6 (496, 567, 717, 584)
directory-entry: — Gustav, Dr. jur., Rechtsanwalt, BCto: Vereinsb., ☎ III, 938, gr. Reichenstrasse 25/33, ☒ 1, Wohn: ☎ V, 4230, Hofweg 94, ☒ 21 (827, 493, 1141, 565)
directory-entry: Sieveke, Wilh., Ewerf., Wetkenstr. 1, ☒9 (827, 272, 1101, 289)
directory-entry: — Hans, Ewerführer, Wexstr. 23, ☒ 11 (1159, 1947, 1421, 1964)
directory-entry: — Wwe., B., Methfesselstr. 23, ☒ 31 (496, 990, 744, 1007)
directory-entry: — Frl. Anna, Lehrerin, Hirtenstr.56, ☒26 (827, 1358, 1107, 1375)
directory-entry: — Joh., Partiew., Goebenstr. 15, ☒ 30 (496, 346, 750, 363)
directory-entry: — E., Arbtr., Osterstr. 88, H. 3, ☒ 19 (1159, 401, 1409, 418)
directory-entry: Sierke, Gust., Kaufm., Wohldorferstr. 26 (496, 1174, 771, 1191)
directory-entry: — C., Drechsler, Mansteinstr. 28, ☒ 30 (827, 1745, 1091, 1762)
directory-entry: Siercke, Frl. C. J., Putzmacherin, Nagelsweg 61, ☒ 15 (496, 309, 801, 344)
directory-entry: — Aug., Milchhdlg., Hasselbrookstr. 148 (827, 1413, 1104, 1430)
directory-entry: — Wwe., C., Fuhlsbüttel, Puttenwiete 12 (827, 1818, 1105, 1835)
directory-entry: ⊙ GebrüderSiercke, IR, Delikatess., BCto: C.- u. D.-B. u. Postscheck- 970, Adr: Sierkehaus, ☎ VIII, 3235, gr. Bäckerstr. 14 b, ☒ 1, Inh: J. E. Siercke, Bergedorf u. J. H. F. W. Siercke, hier (496, 438, 814, 528)
directory-entry: — C., Falkenried 24, H. 11, ☒ 30 (827, 1708, 1051, 1725)
header-last-name: Sievers (1145, 160, 1251, 190)
directory-entry: — Wwe., Emma, Landwehrdamm 19, ☒23 (1159, 585, 1446, 602)
directory-entry: — H., Obermaschinist, Danielstr.19, ☒ 1 (163, 1947, 439, 1964)
directory-entry: — Fr., Meldorferstr. 12, ☒ 30 (1159, 824, 1359, 841)
directory-entry: — Gust., Ausrüstungsgeschäft, BCto: St. P. Creditb., ☎ I, 4541 N 8, Bernhardstr. 51 (163, 1487, 455, 1522)
directory-entry: Sierk, Ad., Beamter d. Handelskammer, Breitenfelderstr. 13, ☒ 25 (496, 953, 768, 989)
directory-entry: Sieveking, Alfred, Dr., Rechtsanwalt, BCto: Vereinsb., ☎ III, 938, gr. Reichenstr. 25/33, ☒ 1, Wohn: ☎ III, 6061, Feldbrunnenstr. 13, ☒ 36 (827, 291, 1142, 363)
directory-entry: — Franz, Mechaniker, Speckstr. 84, ☒ 36 (1159, 843, 1441, 860)
directory-entry: — H., Zivilingenieur, BCto: C.- u. D.-B., Bst: Pl. 7, ☎ V, 5896, Zimmerstr. 18 (1159, 1542, 1479, 1578)
directory-entry: — Max, Zig.-Arbtr., Papenstr. 111, H. C (163, 1984, 431, 2001)
